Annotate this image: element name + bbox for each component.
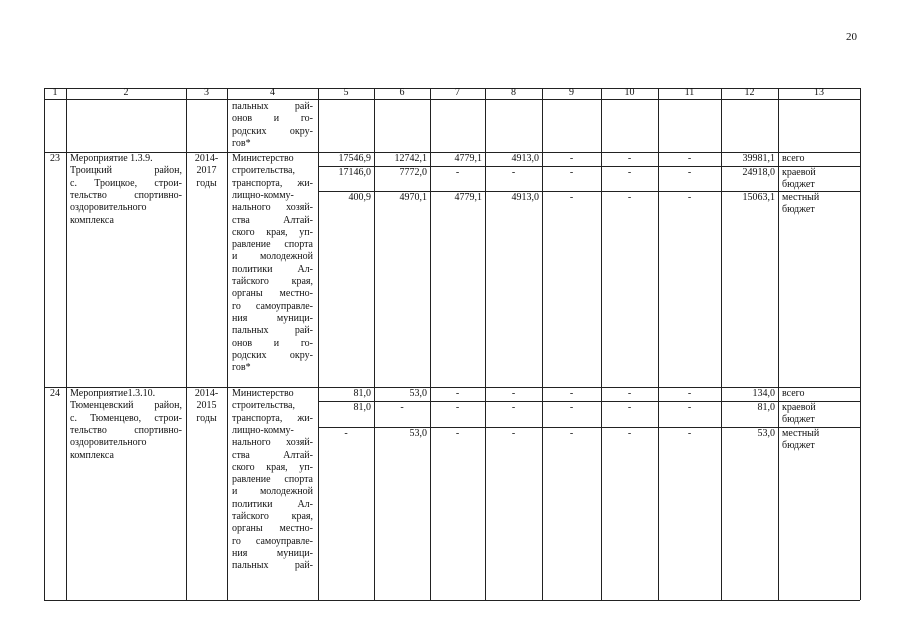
value-cell: -: [569, 167, 574, 178]
column-header: 3: [204, 87, 209, 98]
executor-line: ния муници-: [232, 547, 313, 559]
funding-source: краевой: [782, 402, 816, 413]
executor-line: онов и го-: [232, 337, 313, 349]
event-line: с. Троицкое, строи-: [70, 177, 182, 189]
column-header: 9: [569, 87, 574, 98]
value-cell: 17546,9: [338, 153, 371, 164]
executor-line: пальных рай-: [232, 560, 313, 572]
executor-line: ства Алтай-: [232, 449, 313, 461]
value-cell: 53,0: [409, 428, 427, 439]
column-border: [318, 88, 319, 600]
value-cell: -: [687, 167, 692, 178]
executor-line: тайского края,: [232, 276, 313, 287]
value-cell: -: [400, 402, 404, 413]
executor-line: гов*: [232, 362, 251, 374]
value-cell: 134,0: [752, 388, 775, 399]
executor-line: тайского края,: [232, 511, 313, 522]
executor-line: ского края, уп-: [232, 226, 313, 238]
page-number: 20: [846, 31, 857, 43]
executor-line: политики Ал-: [232, 263, 313, 275]
value-cell: 4779,1: [454, 153, 482, 164]
executor-line: строительства,: [232, 400, 295, 412]
value-cell: -: [569, 388, 574, 399]
value-cell: 17146,0: [338, 167, 371, 178]
executor-line: ния муници-: [232, 312, 313, 324]
event-line: тельство спортивно-: [70, 424, 182, 436]
value-cell: -: [455, 167, 460, 178]
event-line: комплекса: [70, 214, 114, 226]
executor-line: равление спорта: [232, 474, 313, 486]
years-line: 2017: [196, 165, 217, 177]
event-line: оздоровительного: [70, 202, 147, 214]
executor-line: органы местно-: [232, 288, 313, 300]
column-header: 11: [684, 87, 695, 98]
value-cell: 4913,0: [511, 153, 539, 164]
column-header: 8: [511, 87, 516, 98]
value-cell: -: [569, 153, 574, 164]
table-bottom-border: [44, 600, 860, 601]
value-cell: -: [511, 428, 516, 439]
value-cell: 4913,0: [511, 192, 539, 203]
funding-source: местный: [782, 192, 820, 203]
executor-line: транспорта, жи-: [232, 177, 313, 189]
value-cell: 4779,1: [454, 192, 482, 203]
executor-line: пальных рай-: [232, 101, 313, 112]
executor-line: лищно-комму-: [232, 424, 294, 436]
funding-source: бюджет: [782, 440, 815, 452]
executor-line: органы местно-: [232, 523, 313, 535]
event-line: Мероприятие1.3.10.: [70, 388, 156, 399]
value-cell: 400,9: [348, 192, 371, 203]
event-line: тельство спортивно-: [70, 189, 182, 201]
value-cell: -: [687, 388, 692, 399]
column-header: 5: [343, 87, 349, 98]
value-cell: -: [627, 388, 632, 399]
value-cell: 4970,1: [399, 192, 427, 203]
value-cell: 39981,1: [742, 153, 775, 164]
column-border: [778, 88, 779, 600]
funding-source: бюджет: [782, 179, 815, 191]
value-cell: -: [511, 388, 516, 399]
years-line: годы: [196, 177, 217, 189]
executor-line: Министерство: [232, 153, 294, 164]
funding-source: местный: [782, 428, 820, 439]
event-line: Троицкий район,: [70, 165, 182, 177]
value-cell: -: [687, 192, 692, 203]
column-header: 7: [455, 87, 460, 98]
executor-line: пальных рай-: [232, 325, 313, 337]
funding-source: бюджет: [782, 204, 815, 216]
value-cell: -: [627, 402, 632, 413]
years-line: 2014-: [194, 153, 219, 164]
executor-line: ского края, уп-: [232, 461, 313, 473]
funding-source: бюджет: [782, 414, 815, 426]
column-border: [485, 88, 486, 600]
column-border: [227, 88, 228, 600]
value-cell: -: [344, 428, 348, 439]
event-line: Мероприятие 1.3.9.: [70, 153, 153, 164]
column-header: 6: [399, 87, 405, 98]
executor-line: политики Ал-: [232, 498, 313, 510]
executor-line: нального хозяй-: [232, 437, 313, 449]
funding-source: всего: [782, 388, 805, 399]
event-line: комплекса: [70, 449, 114, 461]
executor-line: онов и го-: [232, 113, 313, 125]
executor-line: го самоуправле-: [232, 535, 313, 547]
executor-line: родских окру-: [232, 349, 313, 361]
funding-source: краевой: [782, 167, 816, 178]
row-number: 24: [50, 388, 60, 399]
executor-line: и молодежной: [232, 251, 313, 263]
value-cell: -: [455, 428, 460, 439]
executor-line: ства Алтай-: [232, 214, 313, 226]
value-cell: -: [455, 388, 460, 399]
value-cell: -: [569, 402, 574, 413]
column-border: [721, 88, 722, 600]
column-border: [374, 88, 375, 600]
years-line: 2014-: [194, 388, 219, 399]
executor-line: лищно-комму-: [232, 189, 294, 201]
value-cell: -: [569, 192, 574, 203]
value-cell: 81,0: [353, 388, 371, 399]
column-header: 1: [52, 87, 58, 98]
value-cell: -: [511, 167, 516, 178]
value-cell: 24918,0: [742, 167, 775, 178]
executor-line: транспорта, жи-: [232, 412, 313, 424]
value-cell: -: [627, 192, 632, 203]
value-cell: -: [455, 402, 460, 413]
funding-source: всего: [782, 153, 805, 164]
executor-line: родских окру-: [232, 125, 313, 137]
value-cell: 7772,0: [399, 167, 427, 178]
executor-line: равление спорта: [232, 239, 313, 251]
value-cell: -: [687, 402, 692, 413]
row-number: 23: [50, 153, 60, 164]
value-cell: -: [569, 428, 574, 439]
years-line: годы: [196, 412, 217, 424]
column-border: [430, 88, 431, 600]
executor-line: гов*: [232, 137, 251, 149]
column-header: 13: [814, 87, 824, 98]
column-header: 10: [624, 87, 635, 98]
executor-line: нального хозяй-: [232, 202, 313, 214]
executor-line: го самоуправле-: [232, 300, 313, 312]
column-header: 2: [123, 87, 129, 98]
column-header: 12: [744, 87, 755, 98]
event-line: с. Тюменцево, строи-: [70, 412, 182, 424]
value-cell: 53,0: [409, 388, 427, 399]
years-line: 2015: [196, 400, 217, 412]
value-cell: -: [687, 428, 692, 439]
value-cell: 81,0: [353, 402, 371, 413]
value-cell: 53,0: [757, 428, 775, 439]
value-cell: 81,0: [757, 402, 775, 413]
column-border: [66, 88, 67, 600]
executor-line: и молодежной: [232, 486, 313, 498]
column-header: 4: [270, 87, 275, 98]
executor-line: Министерство: [232, 388, 294, 399]
executor-line: строительства,: [232, 165, 295, 177]
value-cell: 12742,1: [394, 153, 427, 164]
value-cell: 15063,1: [742, 192, 775, 203]
value-cell: -: [687, 153, 692, 164]
column-border: [860, 88, 861, 600]
value-cell: -: [627, 153, 632, 164]
value-cell: -: [627, 167, 632, 178]
value-cell: -: [627, 428, 632, 439]
event-line: Тюменцевский район,: [70, 400, 182, 412]
value-cell: -: [511, 402, 516, 413]
event-line: оздоровительного: [70, 437, 147, 449]
